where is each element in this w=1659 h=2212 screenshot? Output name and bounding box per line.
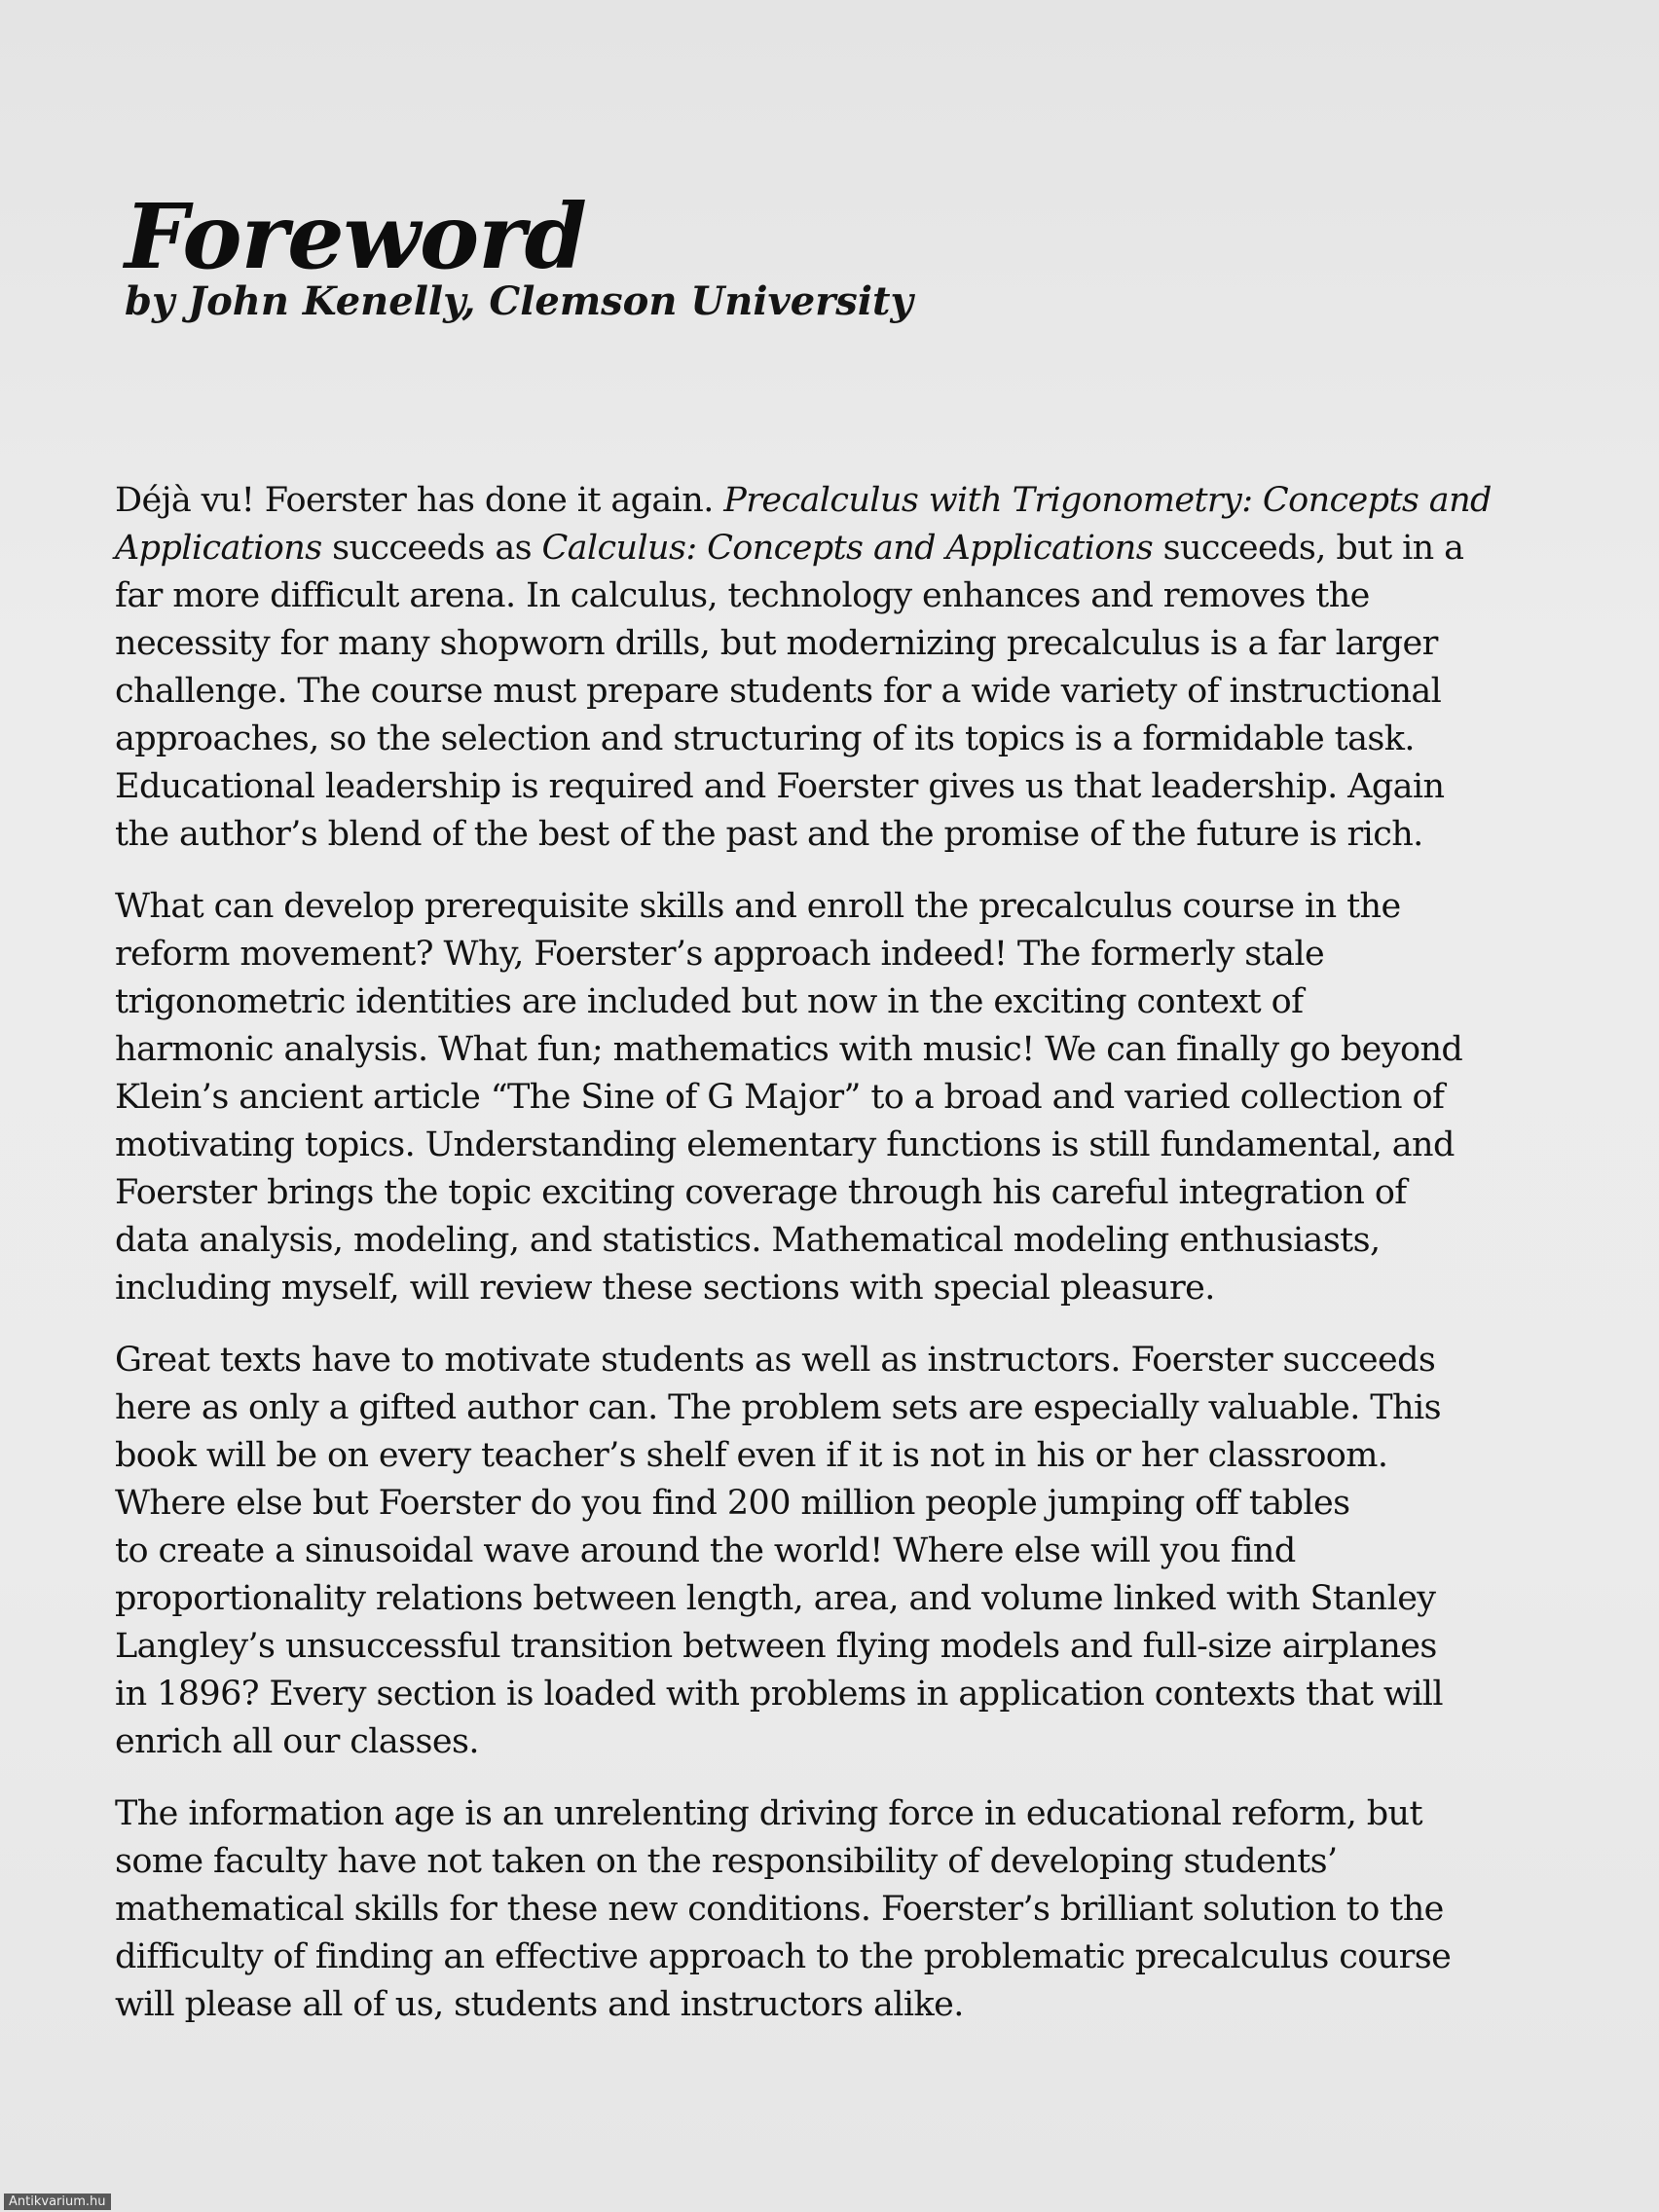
text-run: reform movement? Why, Foerster’s approach indeed! The formerly stale (115, 935, 1325, 974)
text-line (115, 620, 1556, 668)
paragraph-4 (115, 1790, 1556, 2029)
text-run: proportionality relations between length, area, and volume linked with Stanley (115, 1579, 1436, 1618)
text-run: Educational leadership is required and Foerster gives us that leadership. Again (115, 767, 1445, 806)
italic-title-text: Applications (115, 529, 322, 568)
text-line (115, 1623, 1556, 1671)
text-line (115, 931, 1556, 978)
text-line (115, 525, 1556, 572)
text-line (115, 811, 1556, 859)
text-run: Great texts have to motivate students as well as instructors. Foerster succeeds (115, 1341, 1436, 1380)
text-run: The information age is an unrelenting driving force in educational reform, but (115, 1794, 1422, 1833)
text-line (115, 1480, 1556, 1528)
text-line (115, 1838, 1556, 1886)
text-run: Langley’s unsuccessful transition between flying models and full-size airplanes (115, 1627, 1437, 1666)
text-line (115, 1981, 1556, 2029)
text-line (115, 1718, 1556, 1766)
text-run: difficulty of finding an effective approach to the problematic precalculus course (115, 1937, 1452, 1976)
text-run: challenge. The course must prepare students for a wide variety of instructional (115, 672, 1442, 711)
page-title: Foreword (125, 184, 587, 289)
text-run: necessity for many shopworn drills, but modernizing precalculus is a far larger (115, 624, 1438, 663)
text-line (115, 1074, 1556, 1122)
text-line (115, 1671, 1556, 1718)
paragraph-1 (115, 477, 1556, 859)
text-line (115, 763, 1556, 811)
text-line (115, 978, 1556, 1026)
text-run: approaches, so the selection and structuring of its topics is a formidable task. (115, 719, 1415, 758)
watermark-label: Antikvarium.hu (4, 2194, 111, 2210)
text-run: Foerster brings the topic exciting coverage through his careful integration of (115, 1173, 1407, 1212)
italic-title-text: Precalculus with Trigonometry: Concepts and (723, 481, 1492, 520)
text-line (115, 1122, 1556, 1169)
text-line (115, 1790, 1556, 1838)
author-byline: by John Kenelly, Clemson University (125, 278, 913, 324)
paragraph-3 (115, 1337, 1556, 1766)
text-run: succeeds as (321, 529, 542, 568)
text-line (115, 1432, 1556, 1480)
text-run: motivating topics. Understanding elementary functions is still fundamental, and (115, 1125, 1455, 1164)
text-line (115, 1265, 1556, 1312)
text-run: succeeds, but in a (1153, 529, 1464, 568)
text-run: some faculty have not taken on the responsibility of developing students’ (115, 1842, 1338, 1881)
text-run: harmonic analysis. What fun; mathematics with music! We can finally go beyond (115, 1030, 1463, 1069)
text-run: mathematical skills for these new conditions. Foerster’s brilliant solution to the (115, 1890, 1444, 1929)
text-run: will please all of us, students and instructors alike. (115, 1985, 964, 2024)
text-run: including myself, will review these sections with special pleasure. (115, 1269, 1215, 1308)
text-line (115, 1217, 1556, 1265)
text-line (115, 1337, 1556, 1384)
text-run: in 1896? Every section is loaded with problems in application contexts that will (115, 1675, 1443, 1714)
text-line (115, 477, 1556, 525)
text-run: here as only a gifted author can. The problem sets are especially valuable. This (115, 1388, 1441, 1427)
text-run: data analysis, modeling, and statistics. Mathematical modeling enthusiasts, (115, 1221, 1381, 1260)
text-run: Déjà vu! Foerster has done it again. (115, 481, 724, 520)
text-line (115, 1528, 1556, 1575)
paragraph-2 (115, 883, 1556, 1312)
text-run: Klein’s ancient article “The Sine of G Major” to a broad and varied collection of (115, 1078, 1445, 1117)
text-run: far more difficult arena. In calculus, technology enhances and removes the (115, 576, 1370, 615)
text-run: Where else but Foerster do you find 200 million people jumping off tables (115, 1484, 1350, 1523)
italic-title-text: Calculus: Concepts and Applications (541, 529, 1154, 568)
text-line (115, 1575, 1556, 1623)
text-line (115, 883, 1556, 931)
text-line (115, 1169, 1556, 1217)
text-line (115, 1934, 1556, 1981)
text-line (115, 1026, 1556, 1074)
text-run: to create a sinusoidal wave around the world! Where else will you find (115, 1531, 1296, 1570)
foreword-body (115, 477, 1556, 2053)
text-run: trigonometric identities are included but now in the exciting context of (115, 982, 1304, 1021)
text-run: book will be on every teacher’s shelf even if it is not in his or her classroom. (115, 1436, 1388, 1475)
text-run: enrich all our classes. (115, 1722, 479, 1761)
text-line (115, 1384, 1556, 1432)
text-line (115, 572, 1556, 620)
text-run: the author’s blend of the best of the past and the promise of the future is rich. (115, 815, 1423, 854)
text-run: What can develop prerequisite skills and enroll the precalculus course in the (115, 887, 1401, 926)
text-line (115, 668, 1556, 716)
text-line (115, 1886, 1556, 1934)
text-line (115, 716, 1556, 763)
